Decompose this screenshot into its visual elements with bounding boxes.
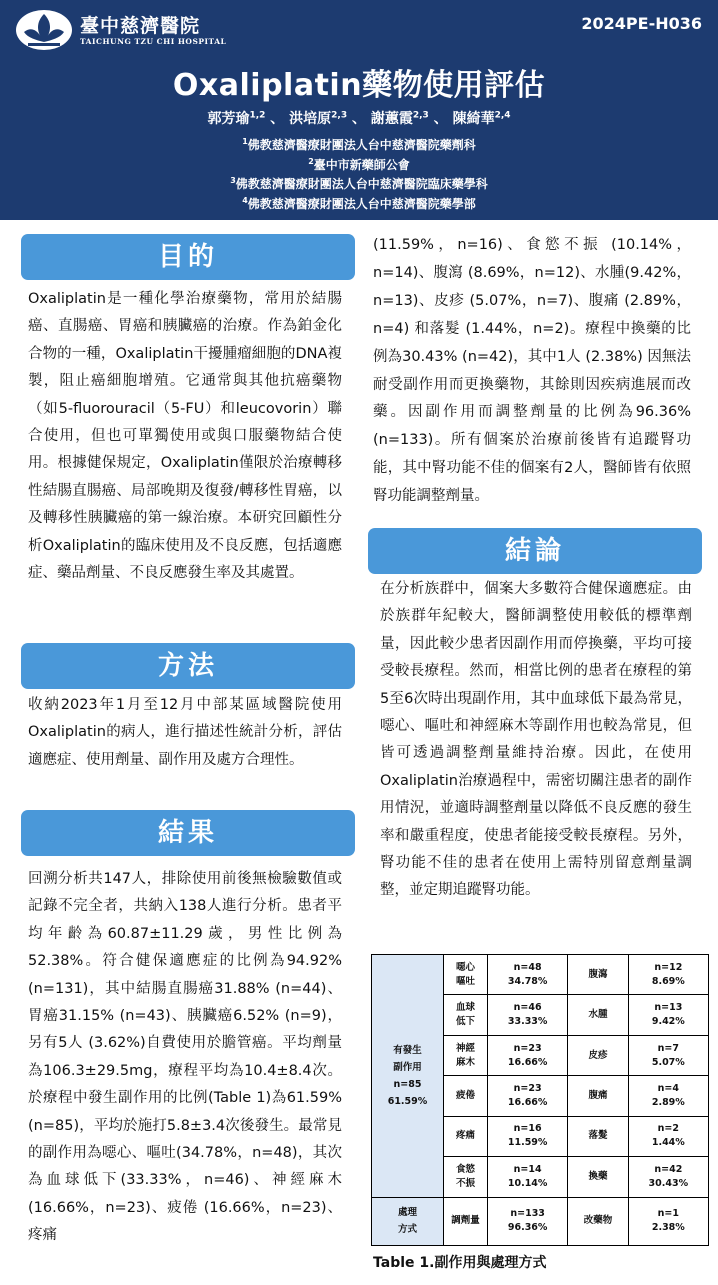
affil-sup: 3 xyxy=(230,176,236,185)
effect-name: 皮疹 xyxy=(568,1035,628,1075)
tzu-chi-emblem-icon xyxy=(14,8,74,52)
effect-name: 換藥 xyxy=(568,1157,628,1197)
group-count: n=85 xyxy=(393,1078,422,1090)
conclusion-text: 在分析族群中，個案大多數符合健保適應症。由於族群年紀較大，醫師調整使用較低的標準劑量，因此較少患者因副作用而停換藥，平均可接受較長療程。然而，相當比例的患者在療程的第5至6次時出現副作用，其中血球低下最為常見，噁心、嘔吐和神經麻木等副作用也較為常見，但皆可透過調整劑量維持治療。因此，在使用Oxaliplatin治療過程中，需密切關注患者的副作用情況，並適時調整劑量以降低不良反應的發生率和嚴重程度，使患者能接受較長療程。另外，腎功能不佳的患者在使用上需特別留意劑量調整，並定期追蹤腎功能。 xyxy=(380,581,692,899)
author-name: 謝蕙霞 xyxy=(370,111,413,127)
affiliation-line xyxy=(0,173,718,193)
poster-title: Oxaliplatin藥物使用評估 xyxy=(172,68,546,103)
effect-value: n=16 11.59% xyxy=(488,1116,568,1156)
purpose-text: Oxaliplatin是一種化學治療藥物，常用於結腸癌、直腸癌、胃癌和胰臟癌的治療。作為鉑金化合物的一種，Oxaliplatin干擾腫瘤細胞的DNA複製，阻止癌細胞增殖。它通常與其他抗癌藥物（如5-fluorouracil（5-FU）和leucovorin）聯合使用，但也可單獨使用或與口服藥物結合使用。根據健保規定，Oxaliplatin僅限於治療轉移性結腸直腸癌、局部晚期及復發/轉移性胃癌，以及轉移性胰臟癌的第一線治療。本研究回顧性分析Oxaliplatin的臨床使用及不良反應，包括適應症、藥品劑量、不良反應發生率及其處置。 xyxy=(28,291,342,582)
effect-name: 神經 麻木 xyxy=(444,1035,488,1075)
author-list xyxy=(0,108,718,128)
effect-value: n=2 1.44% xyxy=(628,1116,708,1156)
effect-name: 噁心 嘔吐 xyxy=(444,955,488,995)
affil-text: 佛教慈濟醫療財團法人台中慈濟醫院藥劑科 xyxy=(247,138,476,152)
method-heading: 方法 xyxy=(21,643,355,689)
affiliation-list xyxy=(0,134,718,212)
method-text: 收納2023年1月至12月中部某區域醫院使用Oxaliplatin的病人，進行描述性統計分析，評估適應症、使用劑量、副作用及處方合理性。 xyxy=(28,697,342,768)
author-name: 洪培原 xyxy=(289,111,332,127)
poster-header xyxy=(0,0,718,220)
table-caption: Table 1.副作用與處理方式 xyxy=(373,1255,547,1271)
effect-value: n=42 30.43% xyxy=(628,1157,708,1197)
group-label: 有發生 xyxy=(393,1044,422,1056)
handling-value: n=1 2.38% xyxy=(628,1197,708,1245)
effect-value: n=12 8.69% xyxy=(628,955,708,995)
handling-name: 改藥物 xyxy=(568,1197,628,1245)
effect-name: 腹瀉 xyxy=(568,955,628,995)
group-label: 處理 xyxy=(397,1207,417,1219)
hospital-name-en: TAICHUNG TZU CHI HOSPITAL xyxy=(80,36,227,46)
effect-value: n=23 16.66% xyxy=(488,1076,568,1116)
effect-name: 食慾 不振 xyxy=(444,1157,488,1197)
affiliation-line xyxy=(0,193,718,213)
results-text-part2: (11.59%，n=16)、食慾不振 (10.14%，n=14)、腹瀉 (8.69%，n=12)、水腫(9.42%，n=13)、皮疹 (5.07%，n=7)、腹痛 (2.89%，n=4) 和落髮 (1.44%，n=2)。療程中換藥的比例為30.43% (n=42)，其中1人 (2.38%) 因無法耐受副作用而更換藥物，其餘則因疾病進展而改藥。因副作用而調整劑量的比例為96.36% (n=133)。所有個案於治療前後皆有追蹤腎功能，其中腎功能不佳的個案有2人，醫師皆有依照腎功能調整劑量。 xyxy=(373,237,691,505)
author-separator: 、 xyxy=(433,111,448,127)
effect-name: 血球 低下 xyxy=(444,995,488,1035)
group-cell-side-effects xyxy=(372,955,444,1198)
affil-text: 佛教慈濟醫療財團法人台中慈濟醫院臨床藥學科 xyxy=(235,177,488,191)
group-cell-handling xyxy=(372,1197,444,1245)
author-name: 陳綺華 xyxy=(452,111,495,127)
effect-value: n=7 5.07% xyxy=(628,1035,708,1075)
poster-code: 2024PE-H036 xyxy=(581,14,702,33)
hospital-logo xyxy=(14,8,226,52)
author-affil-sup: 2,3 xyxy=(412,110,429,121)
affil-sup: 1 xyxy=(242,137,248,146)
hospital-name-cn: 臺中慈濟醫院 xyxy=(80,14,201,37)
table-row xyxy=(372,1197,709,1245)
author-affil-sup: 2,4 xyxy=(494,110,511,121)
effect-name: 腹痛 xyxy=(568,1076,628,1116)
purpose-heading: 目的 xyxy=(21,234,355,280)
effect-name: 疲倦 xyxy=(444,1076,488,1116)
effect-value: n=13 9.42% xyxy=(628,995,708,1035)
affiliation-line xyxy=(0,134,718,154)
effect-value: n=23 16.66% xyxy=(488,1035,568,1075)
results-heading: 結果 xyxy=(21,810,355,856)
group-label: 副作用 xyxy=(393,1061,422,1073)
affil-text: 佛教慈濟醫療財團法人台中慈濟醫院藥學部 xyxy=(247,196,476,211)
handling-name: 調劑量 xyxy=(444,1197,488,1245)
author-affil-sup: 1,2 xyxy=(249,110,266,121)
results-text-part1: 回溯分析共147人，排除使用前後無檢驗數值或記錄不完全者，共納入138人進行分析。患者平均年齡為60.87±11.29歲，男性比例為52.38%。符合健保適應症的比例為94.92% (n=131)，其中結腸直腸癌31.88% (n=44)、胃癌31.15% (n=43)、胰臟癌6.52% (n=9)，另有5人 (3.62%)自費使用於膽管癌。平均劑量為106.3±29.5mg，療程平均為10.4±8.4次。於療程中發生副作用的比例(Table 1)為61.59% (n=85)，平均於施打5.8±3.4次後發生。最常見的副作用為噁心、嘔吐(34.78%，n=48)，其次為血球低下(33.33%，n=46)、神經麻木 (16.66%，n=23)、疲倦 (16.66%，n=23)、疼痛 xyxy=(28,871,342,1244)
affiliation-line xyxy=(0,154,718,174)
conclusion-heading: 結論 xyxy=(368,528,702,574)
effect-name: 水腫 xyxy=(568,995,628,1035)
effect-name: 疼痛 xyxy=(444,1116,488,1156)
author-affil-sup: 2,3 xyxy=(331,110,348,121)
affil-text: 臺中市新藥師公會 xyxy=(313,157,410,172)
effect-name: 落髮 xyxy=(568,1116,628,1156)
author-separator: 、 xyxy=(270,111,285,127)
group-label: 方式 xyxy=(397,1224,417,1236)
effect-value: n=48 34.78% xyxy=(488,955,568,995)
handling-value: n=133 96.36% xyxy=(488,1197,568,1245)
table-row xyxy=(372,955,709,995)
effect-value: n=4 2.89% xyxy=(628,1076,708,1116)
effect-value: n=46 33.33% xyxy=(488,995,568,1035)
affil-sup: 4 xyxy=(242,195,248,205)
author-separator: 、 xyxy=(352,111,366,127)
side-effects-table xyxy=(371,954,709,1246)
affil-sup: 2 xyxy=(308,156,314,166)
author-name: 郭芳瑜 xyxy=(207,111,250,127)
effect-value: n=14 10.14% xyxy=(488,1157,568,1197)
group-percent: 61.59% xyxy=(387,1095,428,1107)
